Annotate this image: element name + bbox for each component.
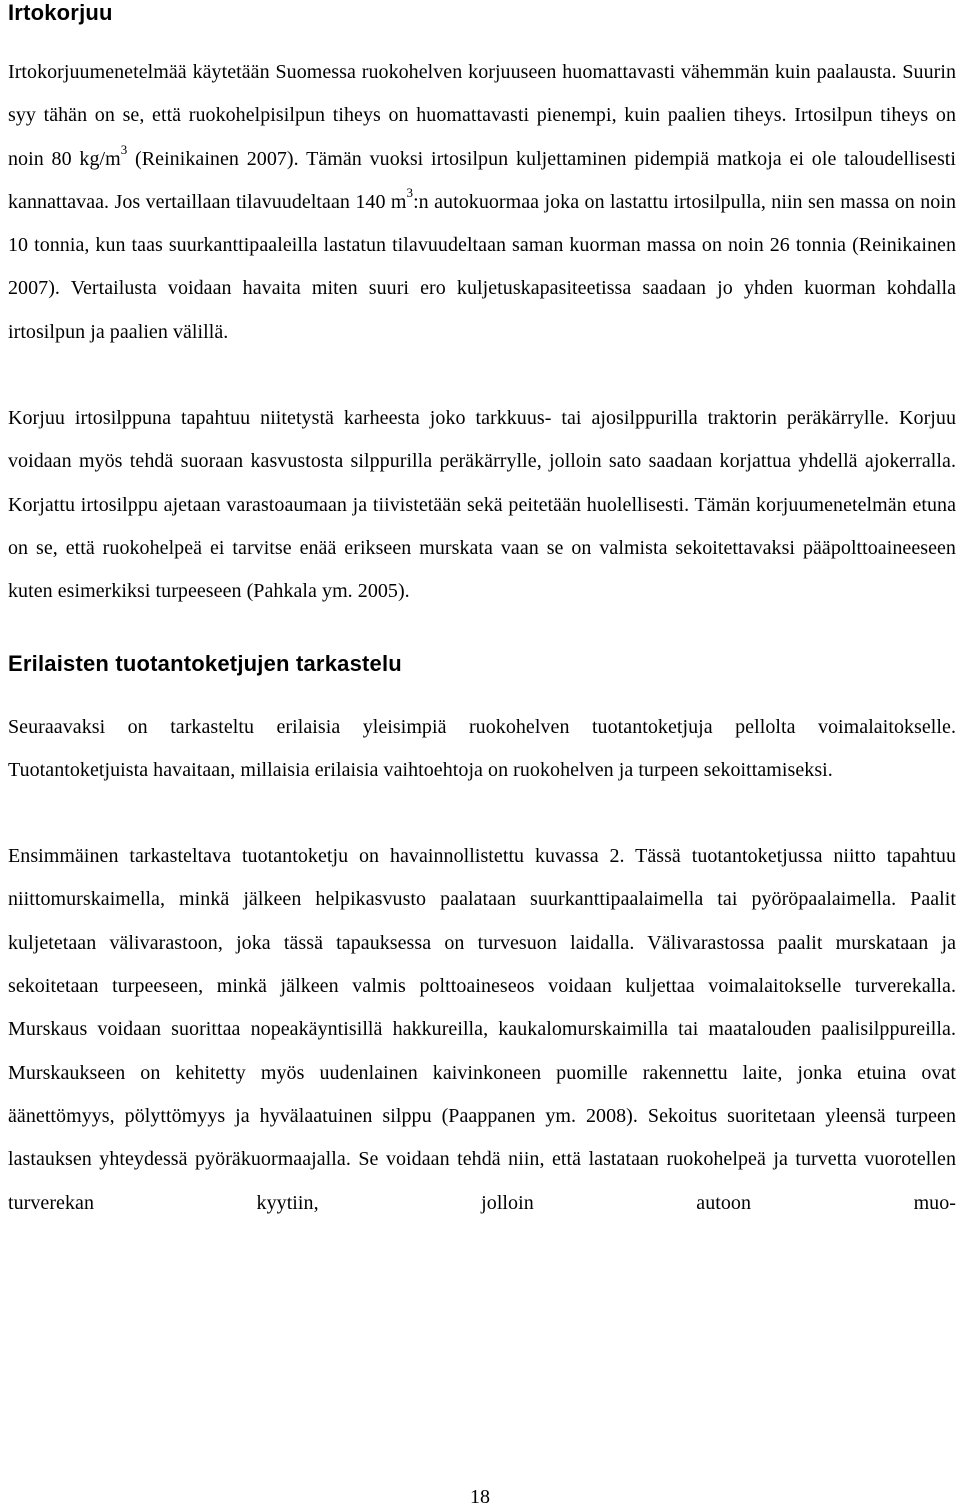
section-heading-irtokorjuu: Irtokorjuu: [8, 0, 113, 25]
superscript-exponent: 3: [120, 141, 128, 157]
paragraph-text: Irtokorjuumenetelmää käytetään Suomessa ruokohelven korjuuseen huomattavasti vähemmän kuin paalausta. Suurin syy tähän on se, että ruokohelpisilpun tiheys on huomattavasti pienempi, kuin paalien tiheys. Irtosilpun tiheys on noin 80 kg/m: [8, 61, 956, 170]
section-heading-production-chains: Erilaisten tuotantoketjujen tarkastelu: [8, 650, 402, 676]
paragraph-text: :n autokuormaa joka on lastattu irtosilpulla, niin sen massa on noin 10 tonnia, kun taas suurkanttipaaleilla lastatun tilavuudeltaan saman kuorman massa on noin 26 tonnia (Reinikainen 2007). Vertailusta voidaan havaita miten suuri ero kuljetuskapasiteetissa saadaan jo yhden kuorman kohdalla irtosilpun ja paalien välillä.: [8, 190, 956, 343]
paragraph-harvest-method: Korjuu irtosilppuna tapahtuu niitetystä karheesta joko tarkkuus- tai ajosilppurilla traktorin peräkärrylle. Korjuu voidaan myös tehdä suoraan kasvustosta silppurilla peräkärrylle, jolloin sato saadaan korjattua yhdellä ajokerralla. Korjattu irtosilppu ajetaan varastoaumaan ja tiivistetään sekä peitetään huolellisesti. Tämän korjuumenetelmän etuna on se, että ruokohelpeä ei tarvitse enää erikseen murskata vaan se on valmista sekoitettavaksi pääpolttoaineeseen kuten esimerkiksi turpeeseen (Pahkala ym. 2005).: [8, 407, 956, 603]
paragraph-text: (Reinikainen 2007). Tämän vuoksi irtosilpun kuljettaminen pidempiä matkoja ei ole taloudellisesti kannattavaa. Jos vertaillaan tilavuudeltaan 140 m: [8, 147, 956, 213]
paragraph-density-comparison: [8, 51, 956, 354]
paragraph-chains-intro: Seuraavaksi on tarkasteltu erilaisia yleisimpiä ruokohelven tuotantoketjuja pellolta voimalaitokselle. Tuotantoketjuista havaitaan, millaisia erilaisia vaihtoehtoja on ruokohelven ja turpeen sekoittamiseksi.: [8, 715, 956, 781]
paragraph-first-chain: Ensimmäinen tarkasteltava tuotantoketju on havainnollistettu kuvassa 2. Tässä tuotantoketjussa niitto tapahtuu niittomurskaimella, minkä jälkeen helpikasvusto paalataan suurkanttipaalaimella tai pyöröpaalaimella. Paalit kuljetetaan välivarastoon, joka tässä tapauksessa on turvesuon laidalla. Välivarastossa paalit murskataan ja sekoitetaan turpeeseen, minkä jälkeen valmis polttoaineseos voidaan kuljettaa voimalaitokselle turverekalla. Murskaus voidaan suorittaa nopeakäyntisillä hakkureilla, kaukalomurskaimilla tai maatalouden paalisilppureilla. Murskaukseen on kehitetty myös uudenlainen kaivinkoneen puomille rakennettu laite, jonka etuina ovat äänettömyys, pölyttömyys ja hyvälaatuinen silppu (Paappanen ym. 2008). Sekoitus suoritetaan yleensä turpeen lastauksen yhteydessä pyöräkuormaajalla. Se voidaan tehdä niin, että lastataan ruokohelpeä ja turvetta vuorotellen turverekan kyytiin, jolloin autoon muo-: [8, 845, 956, 1214]
superscript-exponent: 3: [406, 185, 414, 201]
page-number: 18: [470, 1486, 490, 1508]
document-page: [8, 0, 956, 1225]
